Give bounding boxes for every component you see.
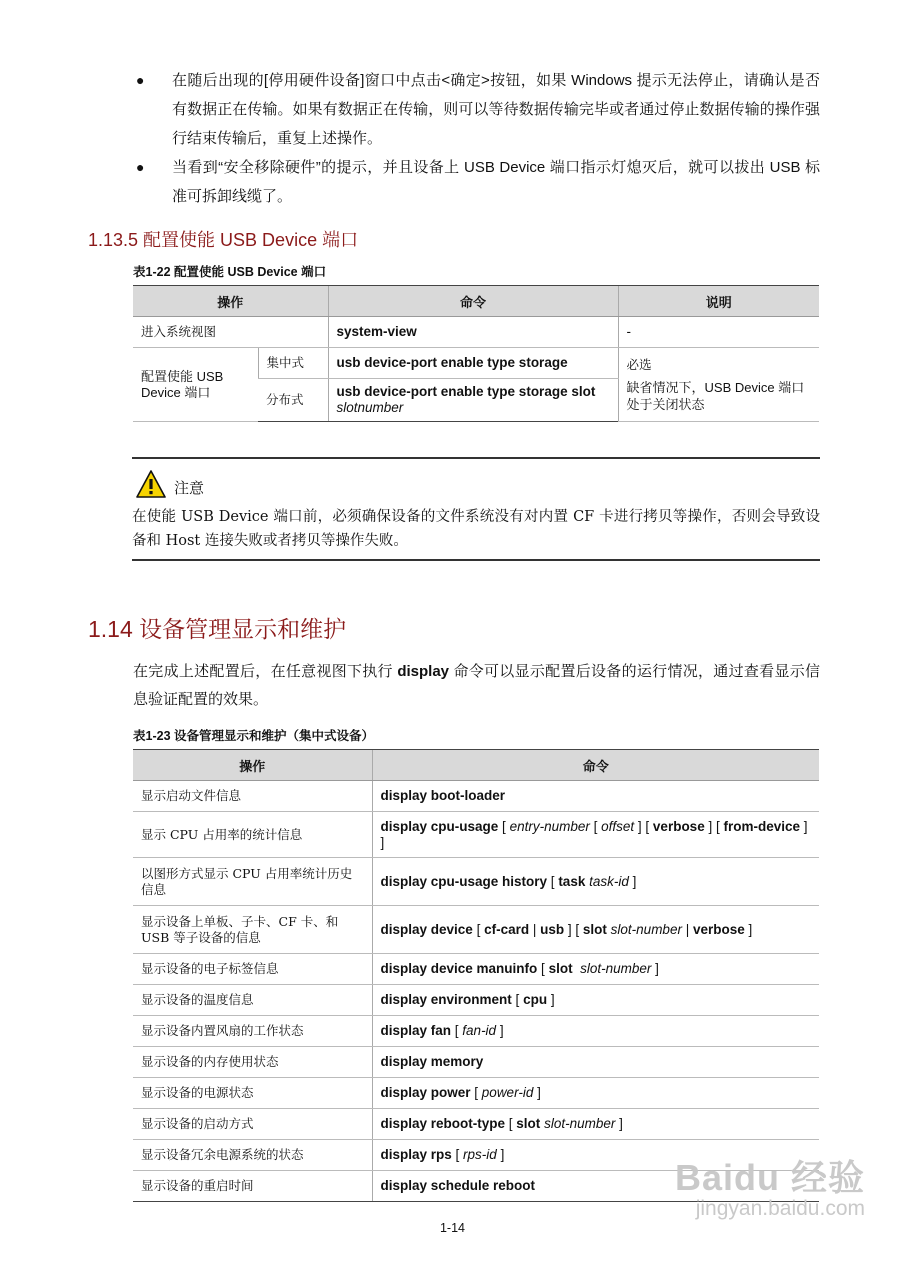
command-text: ] [ <box>634 818 653 834</box>
command-text: [ <box>470 1085 482 1100</box>
command-text: display power <box>380 1085 471 1100</box>
command-text: display cpu-usage <box>380 818 499 834</box>
notice-title: 注意 <box>174 479 205 497</box>
command-text: ] [ <box>704 818 724 834</box>
operation-cell: 进入系统视图 <box>133 317 328 348</box>
watermark <box>675 1150 865 1221</box>
command-text: display cpu-usage history <box>380 873 548 889</box>
command-argument: slotnumber <box>336 400 404 415</box>
command-argument: offset <box>601 818 635 834</box>
command-text: verbose <box>692 921 745 937</box>
operation-cell: 显示设备的电源状态 <box>133 1078 372 1109</box>
para-command: display <box>397 663 449 680</box>
command-cell <box>372 985 819 1016</box>
bullet-text: 在随后出现的[停用硬件设备]窗口中点击<确定>按钮，如果 Windows 提示无法停止，请确认是否有数据正在传输。如果有数据正在传输，则可以等待数据传输完毕或者通过停止数据传输的操作强行结束传输后，重复上述操作。 <box>172 72 820 147</box>
notice-text: 在使能 USB Device 端口前，必须确保设备的文件系统没有对内置 CF 卡进行拷贝等操作，否则会导致设备和 Host 连接失败或者拷贝等操作失败。 <box>132 509 820 549</box>
command-cell <box>372 1047 819 1078</box>
command-text: slot <box>582 921 607 937</box>
bullet-dot-icon: ● <box>136 72 145 88</box>
table-row <box>133 858 819 906</box>
usb-device-table <box>133 285 819 422</box>
command-cell <box>372 781 819 812</box>
para-text: 命令可以显示配置后设备的运行情况，通过查看显示信息验证配置的效果。 <box>133 663 821 708</box>
section-heading-1-14: 1.14 设备管理显示和维护 <box>88 616 347 642</box>
operation-cell: 显示设备内置风扇的工作状态 <box>133 1016 372 1047</box>
command-text: display device <box>380 921 473 937</box>
command-text: verbose <box>652 818 705 834</box>
table-row <box>133 1047 819 1078</box>
command-text: ] <box>628 873 637 889</box>
command-text: ] ] <box>380 818 812 850</box>
note-required: 必选 <box>626 357 652 372</box>
command-text: cf-card <box>484 921 530 937</box>
command-text: [ <box>451 1023 463 1038</box>
table-caption: 表1-22 配置使能 USB Device 端口 <box>133 265 327 279</box>
command-text: ] [ <box>564 921 583 937</box>
note-cell: - <box>618 317 819 348</box>
command-text: | <box>529 921 541 937</box>
display-maintenance-table <box>133 749 819 1202</box>
page-number: 1-14 <box>439 1221 466 1235</box>
command-cell <box>372 812 819 858</box>
column-header: 命令 <box>328 286 618 317</box>
operation-cell: 显示设备的重启时间 <box>133 1171 372 1202</box>
command-cell: system-view <box>328 317 618 348</box>
operation-cell: 显示设备的内存使用状态 <box>133 1047 372 1078</box>
table-row <box>133 906 819 954</box>
command-argument: rps-id <box>463 1147 497 1162</box>
command-text <box>573 961 581 976</box>
command-text: [ <box>547 873 559 889</box>
watermark-url: jingyan.baidu.com <box>695 1197 865 1220</box>
table-row <box>133 1078 819 1109</box>
table-row <box>133 1109 819 1140</box>
command-text: | <box>681 921 693 937</box>
operation-cell: 显示设备上单板、子卡、CF 卡、和 USB 等子设备的信息 <box>133 906 372 954</box>
command-text: [ <box>472 921 485 937</box>
table-row <box>133 348 819 379</box>
table-row <box>133 812 819 858</box>
command-cell <box>372 1078 819 1109</box>
command-text: usb device-port enable type storage slot <box>336 384 596 399</box>
command-text: ] <box>615 1116 623 1131</box>
command-text: [ <box>589 818 602 834</box>
command-text: cpu <box>523 992 548 1007</box>
command-argument: fan-id <box>462 1023 497 1038</box>
command-text: usb <box>540 921 565 937</box>
command-cell <box>372 858 819 906</box>
bullet-text: 当看到“安全移除硬件”的提示，并且设备上 USB Device 端口指示灯熄灭后，就可以拔出 USB 标准可拆卸线缆了。 <box>172 159 820 205</box>
command-argument: power-id <box>481 1085 534 1100</box>
command-text: display rps <box>380 1147 452 1162</box>
command-text: display fan <box>380 1023 452 1038</box>
command-argument: slot-number <box>580 961 652 976</box>
note-default: 缺省情况下，USB Device 端口处于关闭状态 <box>626 380 805 412</box>
command-cell: usb device-port enable type storage <box>328 348 618 379</box>
command-argument: entry-number <box>509 818 590 834</box>
column-header: 操作 <box>133 750 372 781</box>
table-row <box>133 1016 819 1047</box>
command-text: slot <box>548 961 573 976</box>
operation-cell: 显示 CPU 占用率的统计信息 <box>133 812 372 858</box>
command-text: display environment <box>380 992 512 1007</box>
table-row <box>133 985 819 1016</box>
table-row <box>133 781 819 812</box>
bullet-item <box>132 153 820 211</box>
command-text: display schedule reboot <box>380 1178 536 1193</box>
operation-cell: 显示设备冗余电源系统的状态 <box>133 1140 372 1171</box>
command-cell <box>372 1109 819 1140</box>
bullet-list <box>132 66 820 211</box>
mode-cell: 分布式 <box>258 379 328 422</box>
watermark-logo: Baidu 经验 <box>674 1157 865 1198</box>
command-text: display boot-loader <box>380 788 506 803</box>
operation-cell: 显示设备的温度信息 <box>133 985 372 1016</box>
operation-cell: 显示设备的电子标签信息 <box>133 954 372 985</box>
note-cell <box>618 348 819 422</box>
operation-cell: 显示启动文件信息 <box>133 781 372 812</box>
command-text: [ <box>537 961 549 976</box>
section-heading-1-13-5: 1.13.5 配置使能 USB Device 端口 <box>88 230 359 250</box>
operation-cell: 显示设备的启动方式 <box>133 1109 372 1140</box>
command-text: display device manuinfo <box>380 961 538 976</box>
para-text: 在完成上述配置后，在任意视图下执行 <box>133 663 398 680</box>
command-text: task <box>558 873 586 889</box>
command-text: ] <box>651 961 659 976</box>
command-argument: slot-number <box>610 921 682 937</box>
column-header: 说明 <box>618 286 819 317</box>
warning-icon <box>136 470 166 498</box>
command-cell <box>372 954 819 985</box>
command-text: display memory <box>380 1054 484 1069</box>
intro-paragraph <box>133 658 820 714</box>
command-text: ] <box>547 992 555 1007</box>
command-cell <box>372 1016 819 1047</box>
notice-box <box>132 457 820 561</box>
command-cell <box>372 906 819 954</box>
command-text: [ <box>505 1116 517 1131</box>
table-row <box>133 317 819 348</box>
mode-cell: 集中式 <box>258 348 328 379</box>
column-header: 命令 <box>372 750 819 781</box>
command-argument: slot-number <box>544 1116 616 1131</box>
command-argument: task-id <box>589 873 629 889</box>
bullet-item <box>132 66 820 153</box>
command-text: from-device <box>723 818 800 834</box>
command-text: display reboot-type <box>380 1116 506 1131</box>
table-row <box>133 954 819 985</box>
command-text: [ <box>498 818 510 834</box>
command-text: ] <box>533 1085 541 1100</box>
command-cell <box>328 379 618 422</box>
operation-cell: 配置使能 USB Device 端口 <box>133 348 258 422</box>
command-text: slot <box>516 1116 541 1131</box>
command-text: [ <box>451 1147 464 1162</box>
notice-header <box>136 469 204 499</box>
command-text: ] <box>496 1147 505 1162</box>
table-body <box>133 781 819 1202</box>
bullet-dot-icon: ● <box>136 159 145 175</box>
table-caption: 表1-23 设备管理显示和维护（集中式设备） <box>133 729 374 743</box>
column-header: 操作 <box>133 286 328 317</box>
command-text: ] <box>496 1023 504 1038</box>
command-text: [ <box>511 992 524 1007</box>
command-text: ] <box>744 921 753 937</box>
operation-cell: 以图形方式显示 CPU 占用率统计历史信息 <box>133 858 372 906</box>
